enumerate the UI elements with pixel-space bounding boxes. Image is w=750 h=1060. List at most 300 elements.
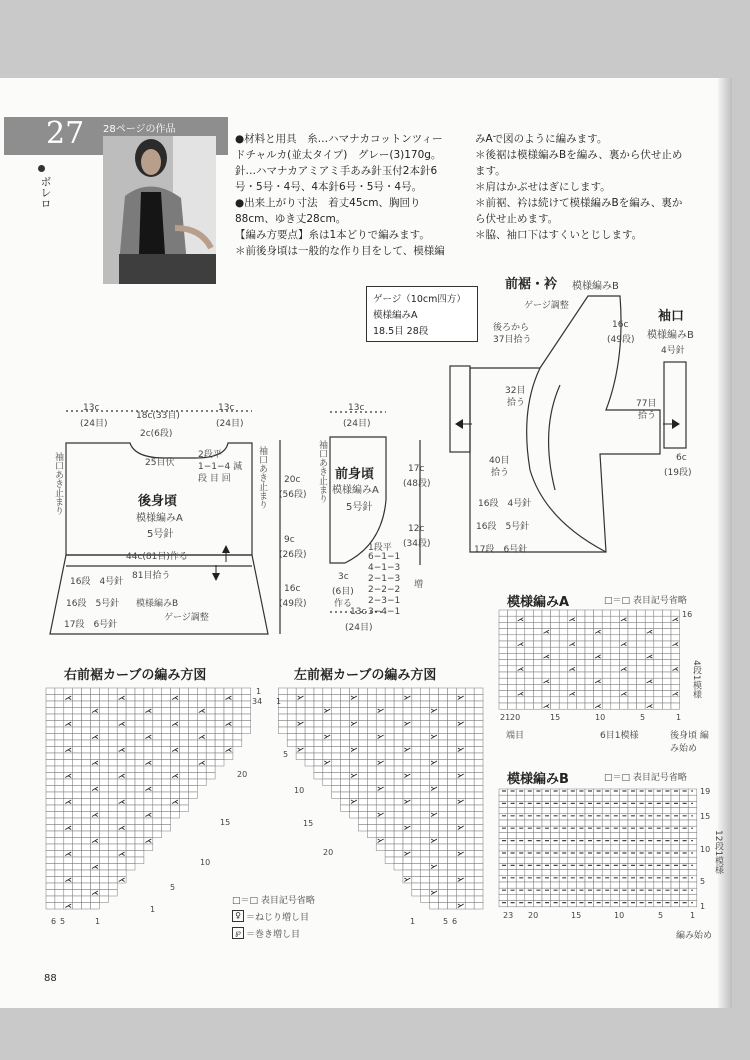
grid-cell <box>525 635 534 641</box>
grid-cell <box>533 851 542 857</box>
grid-cell <box>594 691 603 697</box>
grid-cell <box>499 641 508 647</box>
grid-cell <box>385 857 394 864</box>
grid-cell <box>180 766 189 773</box>
grid-cell <box>46 708 55 715</box>
grid-cell <box>162 734 171 741</box>
grid-cell <box>637 814 646 820</box>
grid-cell <box>135 773 144 780</box>
back-neck-dec-3: 段 目 回 <box>198 474 231 484</box>
grid-cell <box>508 660 517 666</box>
front-top: 13c <box>348 403 365 413</box>
grid-cell <box>619 629 628 635</box>
grid-cell <box>403 864 412 871</box>
grid-cell <box>645 616 654 622</box>
grid-cell <box>64 766 73 773</box>
grid-cell <box>180 721 189 728</box>
grid-cell <box>474 721 483 728</box>
grid-cell <box>551 691 560 697</box>
grid-cell <box>619 622 628 628</box>
grid-cell <box>46 721 55 728</box>
grid-cell <box>108 805 117 812</box>
grid-cell <box>542 876 551 882</box>
grid-cell <box>602 851 611 857</box>
instruction-line: 号・5号・4号、4本針6号・5号・4号。 <box>235 181 423 193</box>
grid-cell <box>499 857 508 863</box>
pattern-b-row-5: 5 <box>700 877 706 886</box>
grid-cell <box>108 701 117 708</box>
grid-cell <box>628 795 637 801</box>
grid-cell <box>654 641 663 647</box>
back-top-right-rows: (24目) <box>216 419 244 429</box>
grid-cell <box>508 629 517 635</box>
grid-cell <box>171 792 180 799</box>
grid-cell <box>637 888 646 894</box>
grid-cell <box>206 708 215 715</box>
grid-cell <box>73 844 82 851</box>
grid-cell <box>99 773 108 780</box>
grid-cell <box>525 647 534 653</box>
grid-cell <box>508 691 517 697</box>
back-neck: 2c(6段) <box>140 429 173 439</box>
grid-cell <box>628 789 637 795</box>
grid-cell <box>117 818 126 825</box>
grid-cell <box>671 851 680 857</box>
grid-cell <box>637 622 646 628</box>
grid-cell <box>73 896 82 903</box>
grid-cell <box>412 818 421 825</box>
grid-cell <box>516 876 525 882</box>
grid-cell <box>594 641 603 647</box>
grid-cell <box>358 747 367 754</box>
grid-cell <box>332 786 341 793</box>
grid-cell <box>412 844 421 851</box>
sleeve-pick-2: 拾う <box>638 411 657 421</box>
grid-cell <box>314 701 323 708</box>
grid-cell <box>602 894 611 900</box>
grid-cell <box>474 903 483 910</box>
grid-cell <box>82 766 91 773</box>
grid-cell <box>585 839 594 845</box>
grid-cell <box>439 805 448 812</box>
grid-cell <box>559 610 568 616</box>
instruction-line: ＊前後身頃は一般的な作り目をして、模様編 <box>235 245 445 257</box>
grid-cell <box>671 622 680 628</box>
grid-cell <box>576 653 585 659</box>
grid-cell <box>654 888 663 894</box>
grid-cell <box>671 839 680 845</box>
grid-cell <box>637 703 646 709</box>
grid-cell <box>542 863 551 869</box>
grid-cell <box>117 844 126 851</box>
grid-cell <box>412 805 421 812</box>
grid-cell <box>46 786 55 793</box>
grid-cell <box>91 831 100 838</box>
grid-cell <box>602 672 611 678</box>
grid-cell <box>55 825 64 832</box>
grid-cell <box>73 695 82 702</box>
grid-cell <box>385 799 394 806</box>
grid-cell <box>688 820 697 826</box>
grid-cell <box>46 779 55 786</box>
grid-cell <box>516 635 525 641</box>
grid-cell <box>628 629 637 635</box>
grid-cell <box>367 708 376 715</box>
front-dec-0: 1段平 <box>368 543 392 553</box>
grid-cell <box>576 697 585 703</box>
grid-cell <box>474 695 483 702</box>
grid-cell <box>594 622 603 628</box>
grid-cell <box>242 714 251 721</box>
sleeve-pick: 77目 <box>636 399 657 409</box>
grid-cell <box>305 734 314 741</box>
grid-cell <box>628 647 637 653</box>
grid-cell <box>628 851 637 857</box>
grid-cell <box>314 747 323 754</box>
grid-cell <box>99 831 108 838</box>
grid-cell <box>594 882 603 888</box>
grid-cell <box>456 708 465 715</box>
grid-cell <box>508 801 517 807</box>
grid-cell <box>654 629 663 635</box>
front-h1: 17c <box>408 464 425 474</box>
grid-cell <box>153 779 162 786</box>
grid-cell <box>559 629 568 635</box>
grid-cell <box>403 857 412 864</box>
grid-cell <box>82 864 91 871</box>
grid-cell <box>108 714 117 721</box>
grid-cell <box>585 789 594 795</box>
grid-cell <box>525 610 534 616</box>
grid-cell <box>576 863 585 869</box>
grid-cell <box>224 688 233 695</box>
grid-cell <box>499 629 508 635</box>
grid-cell <box>576 888 585 894</box>
grid-cell <box>576 832 585 838</box>
grid-cell <box>645 660 654 666</box>
grid-cell <box>628 839 637 845</box>
grid-cell <box>499 635 508 641</box>
grid-cell <box>474 753 483 760</box>
grid-cell <box>551 857 560 863</box>
grid-cell <box>421 844 430 851</box>
grid-cell <box>296 708 305 715</box>
grid-cell <box>385 727 394 734</box>
grid-cell <box>465 799 474 806</box>
grid-cell <box>385 773 394 780</box>
front-inc: 増 <box>414 580 424 590</box>
grid-cell <box>224 701 233 708</box>
grid-cell <box>525 789 534 795</box>
grid-cell <box>126 805 135 812</box>
grid-cell <box>91 747 100 754</box>
grid-cell <box>542 801 551 807</box>
grid-cell <box>224 714 233 721</box>
grid-cell <box>628 888 637 894</box>
grid-cell <box>73 734 82 741</box>
grid-cell <box>153 773 162 780</box>
grid-cell <box>108 812 117 819</box>
grid-cell <box>465 825 474 832</box>
grid-cell <box>568 839 577 845</box>
grid-cell <box>516 703 525 709</box>
gauge-pattern: 模様編みA <box>373 310 418 321</box>
grid-cell <box>242 701 251 708</box>
instruction-line: みAで図のように編みます。 <box>475 133 608 145</box>
grid-cell <box>533 703 542 709</box>
grid-cell <box>91 753 100 760</box>
grid-cell <box>126 766 135 773</box>
grid-cell <box>305 714 314 721</box>
grid-cell <box>645 832 654 838</box>
grid-cell <box>171 760 180 767</box>
grid-cell <box>628 641 637 647</box>
grid-cell <box>602 820 611 826</box>
grid-cell <box>394 818 403 825</box>
grid-cell <box>224 753 233 760</box>
grid-cell <box>108 831 117 838</box>
grid-cell <box>117 766 126 773</box>
grid-cell <box>314 688 323 695</box>
grid-cell <box>637 660 646 666</box>
grid-cell <box>499 678 508 684</box>
grid-cell <box>358 708 367 715</box>
grid-cell <box>474 896 483 903</box>
grid-cell <box>305 695 314 702</box>
grid-cell <box>108 727 117 734</box>
grid-cell <box>542 616 551 622</box>
grid-cell <box>671 697 680 703</box>
front-hem-p16-rows: (49段) <box>607 335 635 345</box>
grid-cell <box>99 838 108 845</box>
grid-cell <box>162 766 171 773</box>
grid-cell <box>82 903 91 910</box>
grid-cell <box>637 851 646 857</box>
grid-cell <box>144 747 153 754</box>
grid-cell <box>91 727 100 734</box>
grid-cell <box>645 839 654 845</box>
grid-cell <box>82 708 91 715</box>
grid-cell <box>73 708 82 715</box>
grid-cell <box>135 838 144 845</box>
grid-cell <box>188 779 197 786</box>
grid-cell <box>296 701 305 708</box>
grid-cell <box>654 808 663 814</box>
grid-cell <box>126 818 135 825</box>
front-bottom: 13c <box>350 607 367 617</box>
grid-cell <box>394 766 403 773</box>
back-hem-rows-3: 17段 6号針 <box>64 620 118 630</box>
grid-cell <box>117 727 126 734</box>
grid-cell <box>645 641 654 647</box>
grid-cell <box>64 708 73 715</box>
grid-cell <box>662 691 671 697</box>
grid-cell <box>628 622 637 628</box>
grid-cell <box>126 792 135 799</box>
grid-cell <box>314 740 323 747</box>
grid-cell <box>162 779 171 786</box>
grid-cell <box>412 786 421 793</box>
grid-cell <box>341 721 350 728</box>
grid-cell <box>215 727 224 734</box>
grid-cell <box>439 773 448 780</box>
grid-cell <box>508 839 517 845</box>
grid-cell <box>358 766 367 773</box>
grid-cell <box>126 857 135 864</box>
grid-cell <box>533 814 542 820</box>
grid-cell <box>91 825 100 832</box>
grid-cell <box>82 825 91 832</box>
sleeve-right-rect <box>664 362 686 448</box>
grid-cell <box>585 832 594 838</box>
grid-cell <box>376 844 385 851</box>
grid-cell <box>688 826 697 832</box>
back-hem-rows-1: 16段 4号針 <box>70 577 124 587</box>
grid-cell <box>64 688 73 695</box>
pattern-a-repeat: 4段1模様 <box>691 660 701 699</box>
grid-cell <box>645 882 654 888</box>
grid-cell <box>117 714 126 721</box>
grid-cell <box>206 688 215 695</box>
grid-cell <box>456 734 465 741</box>
grid-cell <box>516 870 525 876</box>
grid-cell <box>350 708 359 715</box>
grid-cell <box>188 701 197 708</box>
grid-cell <box>456 792 465 799</box>
grid-cell <box>421 714 430 721</box>
grid-cell <box>576 616 585 622</box>
grid-cell <box>126 701 135 708</box>
grid-cell <box>525 666 534 672</box>
grid-cell <box>287 721 296 728</box>
grid-cell <box>421 831 430 838</box>
grid-cell <box>628 876 637 882</box>
back-neck-dec-1: 2段平 <box>198 450 222 460</box>
grid-cell <box>602 876 611 882</box>
grid-cell <box>55 792 64 799</box>
grid-cell <box>645 697 654 703</box>
grid-cell <box>126 799 135 806</box>
grid-cell <box>296 734 305 741</box>
grid-cell <box>637 839 646 845</box>
grid-cell <box>233 727 242 734</box>
grid-cell <box>662 789 671 795</box>
grid-cell <box>499 845 508 851</box>
grid-cell <box>403 740 412 747</box>
grid-cell <box>628 894 637 900</box>
grid-cell <box>242 721 251 728</box>
grid-cell <box>412 714 421 721</box>
grid-cell <box>412 760 421 767</box>
grid-cell <box>82 805 91 812</box>
grid-cell <box>367 747 376 754</box>
grid-cell <box>585 888 594 894</box>
grid-cell <box>533 610 542 616</box>
grid-cell <box>82 831 91 838</box>
grid-cell <box>628 882 637 888</box>
grid-cell <box>358 734 367 741</box>
grid-cell <box>654 610 663 616</box>
grid-cell <box>287 734 296 741</box>
grid-cell <box>611 801 620 807</box>
grid-cell <box>394 825 403 832</box>
back-side-left: 袖口あき止まり <box>53 452 63 515</box>
grid-cell <box>82 714 91 721</box>
grid-cell <box>525 863 534 869</box>
grid-cell <box>637 870 646 876</box>
grid-cell <box>542 882 551 888</box>
grid-cell <box>46 805 55 812</box>
grid-cell <box>499 610 508 616</box>
grid-cell <box>533 616 542 622</box>
grid-cell <box>64 727 73 734</box>
grid-cell <box>654 672 663 678</box>
grid-cell <box>447 896 456 903</box>
grid-cell <box>287 695 296 702</box>
grid-cell <box>117 701 126 708</box>
grid-cell <box>367 792 376 799</box>
grid-cell <box>55 714 64 721</box>
grid-cell <box>46 896 55 903</box>
grid-cell <box>332 766 341 773</box>
grid-cell <box>542 672 551 678</box>
grid-cell <box>188 714 197 721</box>
grid-cell <box>126 688 135 695</box>
grid-cell <box>559 697 568 703</box>
grid-cell <box>680 882 689 888</box>
grid-cell <box>637 901 646 907</box>
grid-cell <box>135 714 144 721</box>
grid-cell <box>516 610 525 616</box>
grid-cell <box>465 766 474 773</box>
sleeve-pattern: 模様編みB <box>647 330 694 341</box>
grid-cell <box>358 786 367 793</box>
grid-cell <box>671 826 680 832</box>
grid-cell <box>602 870 611 876</box>
grid-cell <box>465 740 474 747</box>
grid-cell <box>46 740 55 747</box>
grid-cell <box>525 857 534 863</box>
pattern-b-repeat: 12段1模様 <box>713 830 723 875</box>
grid-cell <box>542 697 551 703</box>
grid-cell <box>533 901 542 907</box>
grid-cell <box>144 740 153 747</box>
grid-cell <box>126 734 135 741</box>
grid-cell <box>654 703 663 709</box>
grid-cell <box>499 795 508 801</box>
grid-cell <box>376 740 385 747</box>
grid-cell <box>296 714 305 721</box>
grid-cell <box>671 876 680 882</box>
pattern-a-x-15: 15 <box>550 713 561 722</box>
grid-cell <box>153 760 162 767</box>
grid-cell <box>117 779 126 786</box>
grid-cell <box>341 753 350 760</box>
grid-cell <box>180 747 189 754</box>
grid-cell <box>206 721 215 728</box>
grid-cell <box>688 851 697 857</box>
grid-cell <box>602 684 611 690</box>
grid-cell <box>350 740 359 747</box>
grid-cell <box>594 660 603 666</box>
grid-cell <box>385 818 394 825</box>
grid-cell <box>91 740 100 747</box>
grid-cell <box>671 863 680 869</box>
grid-cell <box>73 903 82 910</box>
grid-cell <box>91 799 100 806</box>
grid-cell <box>412 792 421 799</box>
grid-cell <box>551 814 560 820</box>
